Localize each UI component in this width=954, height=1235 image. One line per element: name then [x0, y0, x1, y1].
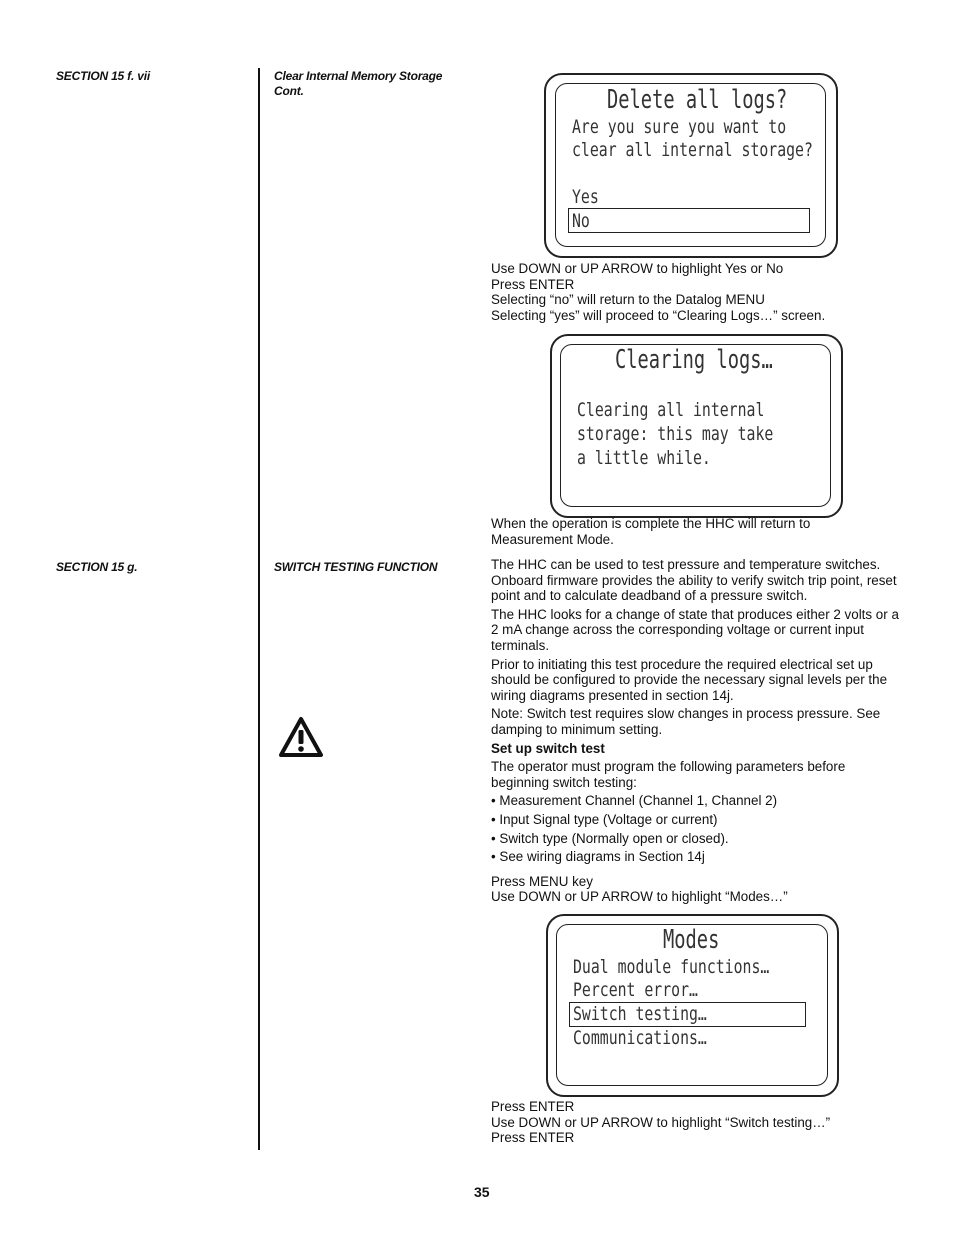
- bullet-item: • Input Signal type (Voltage or current): [491, 811, 718, 827]
- highlight-box: [568, 208, 810, 233]
- instruction-line: Press MENU key: [491, 873, 593, 889]
- instructions-modes: [491, 1099, 911, 1146]
- bullet-item: • Switch type (Normally open or closed).: [491, 830, 729, 846]
- option-yes[interactable]: Yes: [572, 186, 599, 208]
- section-label-15g: SECTION 15 g.: [56, 560, 138, 574]
- instruction-line: When the operation is complete the HHC will return to: [491, 516, 811, 531]
- instruction-line: Selecting “yes” will proceed to “Clearing Logs…” screen.: [491, 307, 826, 323]
- lcd-clearing-logs: [550, 334, 843, 518]
- lcd-delete-logs: [544, 73, 838, 258]
- menu-item-communications[interactable]: Communications…: [573, 1027, 707, 1049]
- paragraph: Note: Switch test requires slow changes in process pressure. See damping to minimum setting.: [491, 706, 881, 737]
- menu-item-dual-module[interactable]: Dual module functions…: [573, 956, 770, 978]
- instructions-delete: [491, 261, 911, 323]
- option-no[interactable]: No: [572, 210, 590, 232]
- instruction-line: Selecting “no” will return to the Datalog MENU: [491, 292, 765, 308]
- lcd-line-1: Are you sure you want to: [572, 116, 787, 138]
- warning-triangle-icon: [278, 716, 324, 763]
- paragraph: The operator must program the following parameters before beginning switch testing:: [491, 759, 846, 790]
- bullet-item: • Measurement Channel (Channel 1, Channel 2): [491, 793, 778, 809]
- instruction-line: Use DOWN or UP ARROW to highlight Yes or No: [491, 261, 784, 276]
- menu-item-percent-error[interactable]: Percent error…: [573, 979, 698, 1001]
- lcd-line-3: a little while.: [577, 447, 711, 469]
- lcd-line-2: storage: this may take: [577, 423, 774, 445]
- paragraph: The HHC looks for a change of state that produces either 2 volts or a 2 mA change across the corresponding voltage or current input terminals.: [491, 606, 899, 653]
- lcd-line-1: Clearing all internal: [577, 399, 765, 421]
- bullet-item: • See wiring diagrams in Section 14j: [491, 849, 705, 865]
- instruction-line: Measurement Mode.: [491, 531, 614, 547]
- section-title-line-2: Cont.: [274, 84, 304, 98]
- section-title-clear-memory: [274, 69, 442, 99]
- paragraph: Prior to initiating this test procedure the required electrical set up should be configured to provide the necessary signal levels per the wiring diagrams presented in section 14j.: [491, 656, 888, 703]
- menu-item-switch-testing[interactable]: Switch testing…: [573, 1003, 707, 1025]
- subheading: Set up switch test: [491, 740, 605, 756]
- lcd-line-2: clear all internal storage?: [572, 139, 813, 161]
- paragraph: The HHC can be used to test pressure and temperature switches. Onboard firmware provides the ability to verify switch trip point, reset point and to calculate deadband of a pressure switch.: [491, 557, 897, 604]
- page-number: 35: [474, 1184, 490, 1200]
- section-title-line-1: Clear Internal Memory Storage: [274, 69, 443, 83]
- instructions-complete: [491, 516, 911, 547]
- lcd-title: Clearing logs…: [615, 345, 773, 375]
- column-divider: [258, 68, 260, 1150]
- lcd-title: Modes: [663, 925, 720, 955]
- lcd-modes-menu: [546, 914, 839, 1097]
- lcd-title: Delete all logs?: [607, 85, 788, 115]
- instruction-line: Use DOWN or UP ARROW to highlight “Switch testing…”: [491, 1114, 831, 1130]
- instruction-line: Press ENTER: [491, 1099, 575, 1114]
- instruction-line: Press ENTER: [491, 276, 575, 292]
- section-label-15f: SECTION 15 f. vii: [56, 69, 150, 83]
- instruction-line: Press ENTER: [491, 1130, 575, 1146]
- section-title-switch-testing: SWITCH TESTING FUNCTION: [274, 560, 438, 574]
- switch-testing-text: [491, 557, 905, 905]
- instruction-line: Use DOWN or UP ARROW to highlight “Modes…”: [491, 889, 788, 905]
